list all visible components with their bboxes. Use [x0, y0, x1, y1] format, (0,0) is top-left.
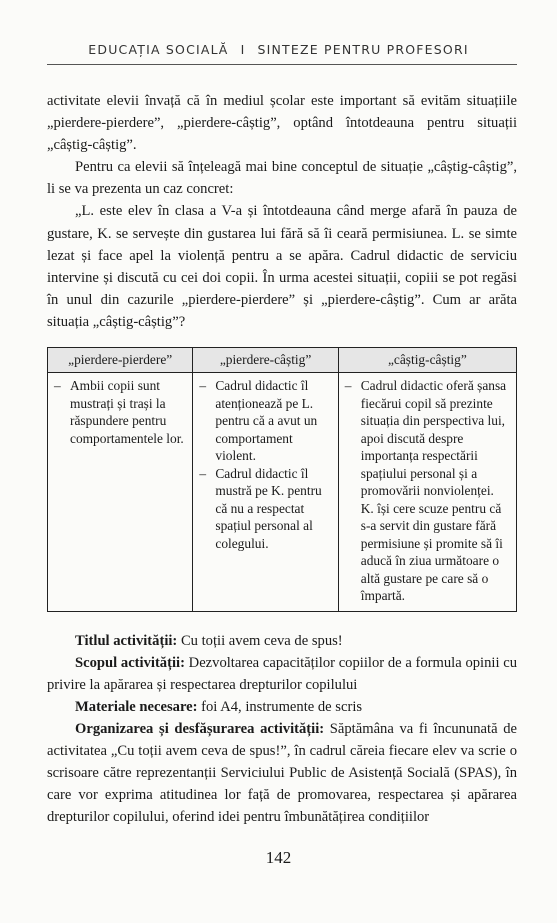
- list-item: [345, 377, 510, 605]
- dash-bullet: –: [199, 465, 207, 481]
- activity-title: [47, 630, 517, 652]
- list-item-text: Cadrul didactic îl atenționează pe L. pentru că a avut un comportament violent.: [215, 378, 318, 464]
- header-lose-win: „pierdere-câștig”: [193, 348, 338, 373]
- cell-win-win: [338, 373, 516, 612]
- list-item-text: Ambii copii sunt mustrați și trași la răspundere pentru comportamentele lor.: [70, 378, 184, 446]
- dash-bullet: –: [54, 378, 61, 394]
- header-rule: [47, 64, 517, 65]
- activity-materials-value: foi A4, instrumente de scris: [197, 698, 363, 715]
- dash-bullet: –: [199, 378, 207, 394]
- page-number: 142: [265, 848, 292, 867]
- activity-organization-label: Organizarea și desfășurarea activității:: [75, 720, 325, 737]
- activity-scope-label: Scopul activității:: [75, 654, 185, 671]
- activity-materials-label: Materiale necesare:: [75, 698, 198, 715]
- activity-scope-value: Dezvoltarea capacităților copiilor de a formula opinii cu privire la apărarea și respectarea drepturilor copilului: [47, 654, 517, 693]
- list-item: [199, 377, 331, 465]
- header-win-win: „câștig-câștig”: [338, 348, 516, 373]
- activity-organization-value: Săptămâna va fi încununată de activitatea „Cu toții avem ceva de spus!”, în cadrul căreia fiecare elev va scrie o scrisoare către reprezentanții Serviciului Public de Asistență Socială (SPAS), în care vor exprima atitudinea lor față de promovarea, respectarea și apărarea drepturilor copilului, oferind idei pentru îmbunătățirea condițiilor: [47, 720, 517, 826]
- list-item-text: Cadrul didactic oferă șansa fiecărui copil să prezinte situația din perspectiva lui, apoi discută despre importanța respectării spațiului personal și a promovării nonviolenței. K. își cere scuze pentru că s-a servit din gustare fără permisiune și promite să îi aducă în ziua următoare o altă gustare pe care să o împartă.: [360, 378, 507, 604]
- header-right-title: SINTEZE PENTRU PROFESORI: [257, 42, 469, 57]
- activity-title-label: Titlul activității:: [75, 632, 178, 649]
- activity-organization: [47, 718, 517, 828]
- activity-materials: [47, 696, 517, 718]
- paragraph-concept: Pentru ca elevii să înțeleagă mai bine conceptul de situație „câștig-câștig”, li se va prezenta un caz concret:: [47, 159, 517, 198]
- activity-scope: [47, 652, 517, 696]
- paragraph-intro: activitate elevii învață că în mediul școlar este important să evităm situațiile „pierdere-pierdere”, „pierdere-câștig”, optând întotdeauna pentru situații „câștig-câștig”.: [47, 93, 517, 154]
- header-separator: I: [240, 42, 246, 57]
- header-left-title: EDUCAȚIA SOCIALĂ: [88, 42, 229, 57]
- list-item: [54, 377, 186, 447]
- paragraph-case: „L. este elev în clasa a V-a și întotdeauna când merge afară în pauza de gustare, K. se servește din gustarea lui fără să îi ceară permisiunea. L. se simte lezat și face apel la violență pentru a se apăra. Cadrul didactic de serviciu intervine și discută cu cei doi copii. În urma acestei situații, copiii se pot regăsi în unul din cazurile „pierdere-pierdere” și „pierdere-câștig”. Cum ar arăta situația „câștig-câștig”?: [47, 203, 517, 330]
- list-item: [199, 465, 331, 553]
- header-lose-lose: „pierdere-pierdere”: [48, 348, 193, 373]
- cell-lose-win: [193, 373, 338, 612]
- list-item-text: Cadrul didactic îl mustră pe K. pentru că nu a respectat spațiul personal al colegului.: [215, 465, 322, 551]
- activity-title-value: Cu toții avem ceva de spus!: [177, 632, 343, 649]
- table-row: [48, 373, 517, 612]
- running-header: [0, 42, 557, 57]
- dash-bullet: –: [344, 378, 352, 394]
- page-content: [47, 90, 517, 828]
- table-header-row: [48, 348, 517, 373]
- cell-lose-lose: [48, 373, 193, 612]
- situations-table: [47, 347, 517, 612]
